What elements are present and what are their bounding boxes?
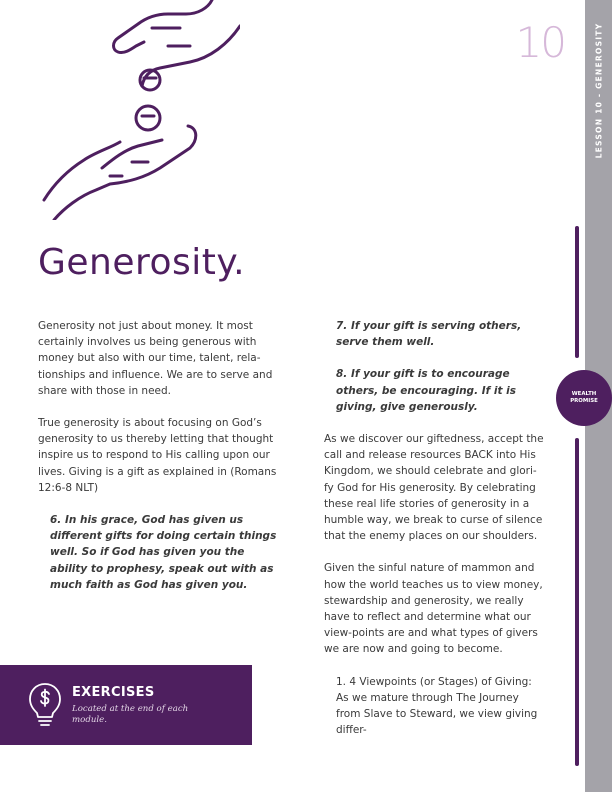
exercises-subtext: Located at the end of each module.: [72, 704, 189, 725]
badge-line-2: PROMISE: [570, 398, 598, 404]
right-column: [324, 318, 544, 754]
page-title: Generosity.: [38, 242, 246, 283]
sidebar-lesson-text: LESSON 10 - GENEROSITY: [594, 22, 604, 158]
paragraph-2: True generosity is about focusing on God’s generosity to us thereby letting that thought inspire us to respond to His calling upon our lives. Giving is a gift as explained in (Romans 12:6-8 NLT): [38, 417, 277, 494]
lesson-number: 10: [515, 18, 565, 67]
scripture-verse-7: 7. If your gift is serving others, serve them well.: [336, 320, 522, 349]
exercises-heading: EXERCISES: [72, 685, 155, 700]
paragraph-1: Generosity not just about money. It most certainly involves us being generous with money but also with our time, talent, rela-tionships and influence. We are to serve and share with those in need.: [38, 320, 273, 397]
accent-bar-top: [575, 226, 579, 358]
badge-line-1: WEALTH: [571, 391, 597, 397]
lightbulb-dollar-icon: [28, 682, 62, 728]
scripture-verse-8: 8. If your gift is to encourage others, be encouraging. If it is giving, give generously.: [336, 368, 516, 413]
sidebar-lesson-label: [585, 20, 612, 160]
accent-bar-bottom: [575, 438, 579, 766]
wealth-promise-badge: [556, 370, 612, 426]
paragraph-4: Given the sinful nature of mammon and how the world teaches us to view money, stewardship and generosity, we really have to reflect and determine what our view-points are and what types of givers we are now and going to become.: [324, 562, 543, 656]
paragraph-5: 1. 4 Viewpoints (or Stages) of Giving: As we mature through The Journey from Slave to Steward, we view giving differ-: [336, 675, 538, 737]
paragraph-3: As we discover our giftedness, accept the call and release resources BACK into His Kingdom, we should celebrate and glori-fy God for His generosity. By celebrating these real life stories of generosity in a humble way, we break to curse of silence that the enemy places on our shoulders.: [324, 433, 544, 543]
giving-hands-coins-icon: [40, 0, 240, 220]
left-column: [38, 318, 280, 609]
scripture-verse-6: 6. In his grace, God has given us different gifts for doing certain things well. So if God has given you the ability to prophesy, speak out with as much faith as God has given you.: [50, 514, 277, 591]
